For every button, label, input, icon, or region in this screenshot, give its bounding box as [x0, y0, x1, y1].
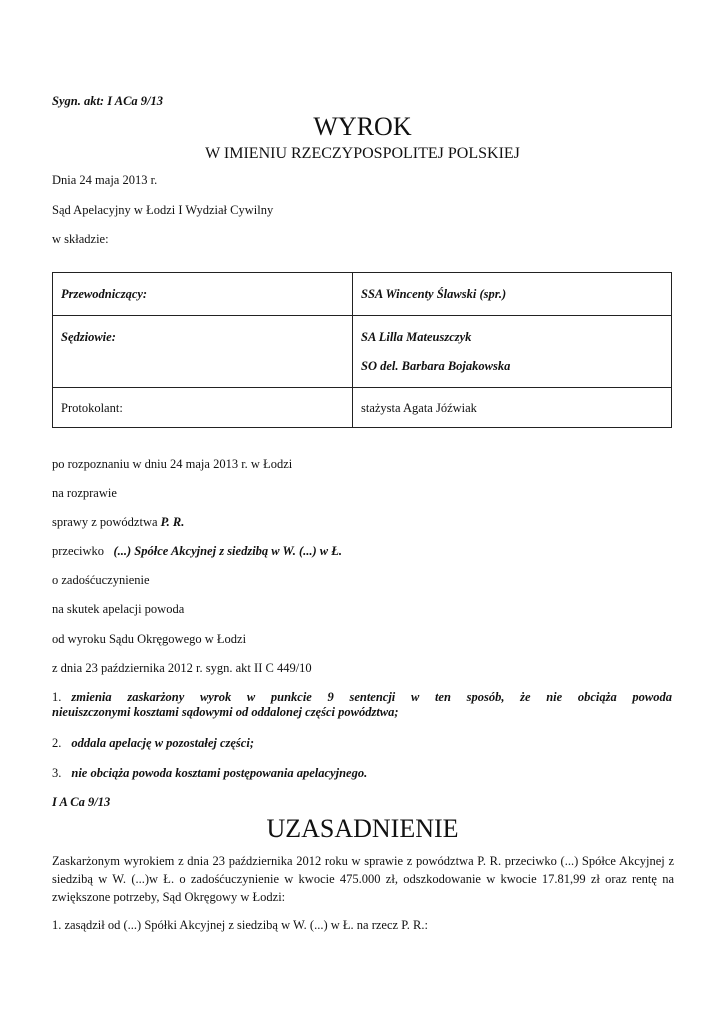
clerk-name: stażysta Agata Jóźwiak — [353, 388, 672, 428]
decision-text: nieuiszczonymi kosztami sądowymi od oddalonej części powództwa; — [52, 705, 399, 719]
table-row — [53, 316, 672, 388]
case-line: sprawy z powództwa P. R. — [52, 515, 185, 529]
case-line: na skutek apelacji powoda — [52, 602, 185, 616]
justification-signature: I A Ca 9/13 — [52, 795, 111, 809]
table-row — [53, 388, 672, 428]
decision-item-1 — [52, 690, 672, 720]
court-name: Sąd Apelacyjny w Łodzi I Wydział Cywilny — [52, 203, 274, 217]
decision-number: 2. — [52, 736, 62, 750]
justification-paragraph: Zaskarżonym wyrokiem z dnia 23 października 2012 roku w sprawie z powództwa P. R. przeciwko (...) Spółce Akcyjnej z siedzibą w W. (...)w Ł. o zadośćuczynienie w kwocie 475.000 zł, odszkodowanie w kwocie 17.81,99 zł oraz rentę na zwiększone potrzeby, Sąd Okręgowy w Łodzi: — [52, 854, 674, 904]
decision-item-2 — [52, 736, 672, 751]
case-line: od wyroku Sądu Okręgowego w Łodzi — [52, 632, 247, 646]
defendant-name: (...) Spółce Akcyjnej z siedzibą w W. (...) w Ł. — [113, 544, 343, 558]
case-signature: Sygn. akt: I ACa 9/13 — [52, 94, 164, 108]
case-line: przeciwko (...) Spółce Akcyjnej z siedzibą w W. (...) w Ł. — [52, 544, 343, 558]
composition-label: w składzie: — [52, 232, 109, 246]
table-row — [53, 273, 672, 316]
case-line: po rozpoznaniu w dniu 24 maja 2013 r. w Łodzi — [52, 457, 293, 471]
judges-cell — [353, 316, 672, 388]
plaintiff-name: P. R. — [160, 515, 185, 529]
judges-label: Sędziowie: — [53, 316, 353, 388]
judge-name: SA Lilla Mateuszczyk — [361, 330, 472, 344]
decision-item-3 — [52, 766, 672, 781]
judge-name: SO del. Barbara Bojakowska — [361, 359, 511, 373]
justification-paragraph: 1. zasądził od (...) Spółki Akcyjnej z siedzibą w W. (...) w Ł. na rzecz P. R.: — [52, 918, 428, 932]
decision-number: 1. — [52, 690, 62, 704]
decision-text: oddala apelację w pozostałej części; — [71, 736, 254, 750]
decision-text: nie obciąża powoda kosztami postępowania apelacyjnego. — [71, 766, 368, 780]
case-line: z dnia 23 października 2012 r. sygn. akt II C 449/10 — [52, 661, 312, 675]
justification-title: UZASADNIENIE — [266, 814, 459, 843]
decision-text: zmienia zaskarżony wyrok w punkcie 9 sentencji w ten sposób, że nie obciąża powoda — [71, 690, 672, 704]
judgment-title: WYROK — [313, 112, 412, 141]
judgment-date: Dnia 24 maja 2013 r. — [52, 173, 158, 187]
decision-number: 3. — [52, 766, 62, 780]
case-line: na rozprawie — [52, 486, 117, 500]
chair-label: Przewodniczący: — [53, 273, 353, 316]
judgment-subtitle: W IMIENIU RZECZYPOSPOLITEJ POLSKIEJ — [205, 145, 520, 162]
clerk-label: Protokolant: — [53, 388, 353, 428]
court-panel-table — [52, 272, 672, 428]
case-line: o zadośćuczynienie — [52, 573, 150, 587]
chair-name: SSA Wincenty Ślawski (spr.) — [353, 273, 672, 316]
